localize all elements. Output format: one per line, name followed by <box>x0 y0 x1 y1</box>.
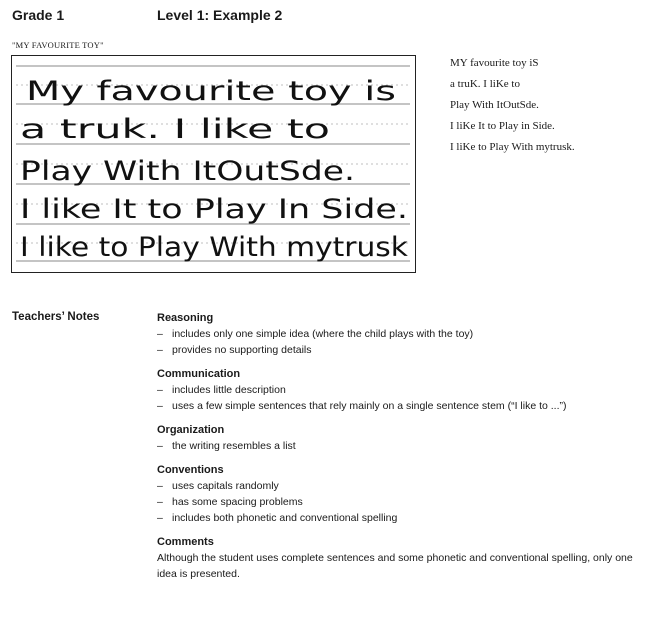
note-item <box>157 511 652 527</box>
note-text: uses capitals randomly <box>172 480 279 492</box>
handwriting-sample <box>11 55 416 273</box>
dash-icon: – <box>157 512 163 524</box>
dash-icon: – <box>157 344 163 356</box>
dash-icon: – <box>157 480 163 492</box>
transcription-line: MY favourite toy iS <box>450 57 539 69</box>
dash-icon: – <box>157 400 163 412</box>
handwriting-line: I like to Play With mytrusk <box>20 232 409 263</box>
note-text: includes little description <box>172 384 286 396</box>
transcription-line: I liKe to Play With mytrusk. <box>450 141 575 153</box>
dash-icon: – <box>157 384 163 396</box>
handwriting-line: Play With ItOutSde. <box>20 156 355 187</box>
teachers-notes <box>157 311 652 590</box>
note-text: has some spacing problems <box>172 496 303 508</box>
note-item <box>157 399 652 415</box>
comment-text: Although the student uses complete sentences and some phonetic and conventional spelling, only one idea is presented. <box>157 552 633 580</box>
section-heading: Organization <box>157 424 225 436</box>
note-item <box>157 343 652 359</box>
notes-section-reasoning <box>157 311 652 359</box>
notes-section-organization <box>157 423 652 455</box>
note-text: includes both phonetic and conventional spelling <box>172 512 398 524</box>
handwriting-svg <box>12 56 415 272</box>
teachers-notes-label: Teachers’ Notes <box>12 311 100 323</box>
typed-transcription <box>450 56 650 161</box>
section-heading: Comments <box>157 536 214 548</box>
transcription-line: Play With ItOutSde. <box>450 99 539 111</box>
dash-icon: – <box>157 496 163 508</box>
notes-section-conventions <box>157 463 652 527</box>
transcription-line: a truK. I liKe to <box>450 78 520 90</box>
section-heading: Reasoning <box>157 312 214 324</box>
note-text: provides no supporting details <box>172 344 312 356</box>
notes-section-comments <box>157 535 652 582</box>
note-item <box>157 383 652 399</box>
handwriting-line: I like It to Play In Side. <box>20 194 408 225</box>
note-text: the writing resembles a list <box>172 440 296 452</box>
dash-icon: – <box>157 440 163 452</box>
notes-section-communication <box>157 367 652 415</box>
note-item <box>157 495 652 511</box>
handwriting-line: My favourite toy is <box>26 76 396 107</box>
note-item <box>157 439 652 455</box>
section-heading: Communication <box>157 368 241 380</box>
transcription-line: I liKe It to Play in Side. <box>450 120 555 132</box>
note-text: includes only one simple idea (where the child plays with the toy) <box>172 328 474 340</box>
handwriting-line: a truk. I like to <box>20 114 330 145</box>
section-heading: Conventions <box>157 464 224 476</box>
note-item <box>157 327 652 343</box>
note-text: uses a few simple sentences that rely mainly on a single sentence stem (“I like to ...”) <box>172 400 567 412</box>
note-item <box>157 479 652 495</box>
level-title: Level 1: Example 2 <box>157 7 283 23</box>
grade-title: Grade 1 <box>12 7 65 23</box>
dash-icon: – <box>157 328 163 340</box>
prompt-title: "MY FAVOURITE TOY" <box>12 40 104 50</box>
